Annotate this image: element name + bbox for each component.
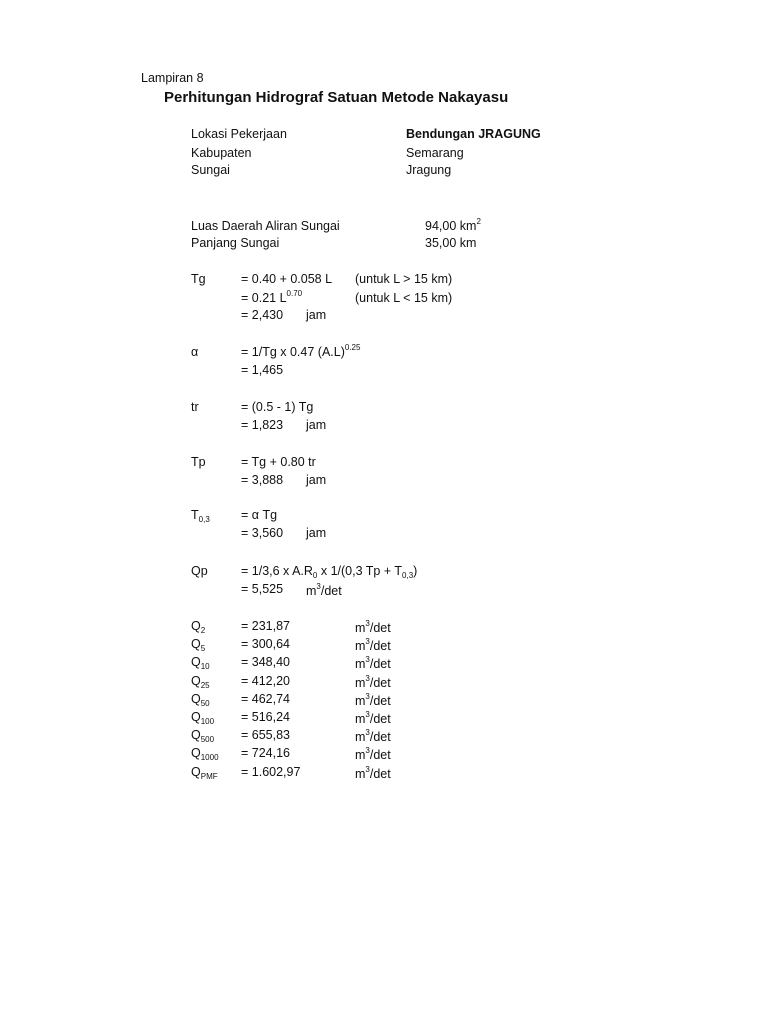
tg-condition-1: (untuk L > 15 km) [355, 272, 453, 286]
discharge-label: $Q_{50}$ [191, 692, 210, 708]
t03-result: = 3,560 [241, 526, 284, 540]
tg-equation-2: = 0.21 $L^{0.70}$ [241, 289, 303, 305]
discharge-value: = 462,74 [241, 692, 291, 706]
discharge-value: = 412,20 [241, 674, 291, 688]
appendix-label: Lampiran 8 [141, 71, 204, 85]
discharge-unit: $m^3/\det$ [355, 692, 391, 708]
alpha-label: α [191, 345, 199, 359]
discharge-value: = 724,16 [241, 746, 291, 760]
discharge-label: $Q_{100}$ [191, 710, 215, 726]
tg-condition-2: (untuk L < 15 km) [355, 291, 453, 305]
info-label-location: Lokasi Pekerjaan [191, 127, 287, 141]
river-length-value: 35,00 km [425, 236, 477, 250]
discharge-label: $Q_{PMF}$ [191, 765, 218, 781]
river-length-label: Panjang Sungai [191, 236, 280, 250]
discharge-unit: $m^3/\det$ [355, 765, 391, 781]
info-label-river: Sungai [191, 163, 230, 177]
tg-label: Tg [191, 272, 206, 286]
discharge-unit: $m^3/\det$ [355, 746, 391, 762]
qp-equation: = 1/3,6 x $A.R_0$ x 1/(0,3 $Tp + T_{0,3}$) [241, 564, 418, 580]
discharge-label: $Q_{10}$ [191, 655, 210, 671]
discharge-value: = 1.602,97 [241, 765, 301, 779]
t03-label: $T_{0,3}$ [191, 508, 210, 524]
tg-equation-1: = 0.40 + 0.058 L [241, 272, 333, 286]
area-label: Luas Daerah Aliran Sungai [191, 219, 340, 233]
alpha-result: = 1,465 [241, 363, 284, 377]
tp-label: Tp [191, 455, 206, 469]
tg-result: = 2,430 [241, 308, 284, 322]
discharge-unit: $m^3/\det$ [355, 637, 391, 653]
area-value: 94,00 $km^2$ [425, 217, 481, 233]
discharge-unit: $m^3/\det$ [355, 710, 391, 726]
discharge-unit: $m^3/\det$ [355, 674, 391, 690]
discharge-unit: $m^3/\det$ [355, 655, 391, 671]
discharge-label: $Q_{500}$ [191, 728, 215, 744]
discharge-value: = 655,83 [241, 728, 291, 742]
discharge-label: $Q_5$ [191, 637, 206, 653]
info-value-location: Bendungan JRAGUNG [406, 127, 541, 141]
discharge-label: $Q_{25}$ [191, 674, 210, 690]
qp-result: = 5,525 [241, 582, 284, 596]
tp-unit: jam [306, 473, 327, 487]
tr-label: tr [191, 400, 199, 414]
qp-label: Qp [191, 564, 208, 578]
tp-result: = 3,888 [241, 473, 284, 487]
discharge-label: $Q_2$ [191, 619, 206, 635]
discharge-unit: $m^3/\det$ [355, 728, 391, 744]
info-value-regency: Semarang [406, 146, 464, 160]
alpha-equation: = 1/Tg x 0.47 $(A.L)^{0.25}$ [241, 343, 361, 359]
info-label-regency: Kabupaten [191, 146, 252, 160]
qp-unit: $m^3/\det$ [306, 582, 342, 598]
discharge-value: = 300,64 [241, 637, 291, 651]
info-value-river: Jragung [406, 163, 452, 177]
discharge-unit: $m^3/\det$ [355, 619, 391, 635]
tg-unit: jam [306, 308, 327, 322]
discharge-value: = 516,24 [241, 710, 291, 724]
discharge-value: = 348,40 [241, 655, 291, 669]
t03-equation: = α Tg [241, 508, 278, 522]
t03-unit: jam [306, 526, 327, 540]
tr-result: = 1,823 [241, 418, 284, 432]
tr-equation: = (0.5 - 1) Tg [241, 400, 314, 414]
page-title: Perhitungan Hidrograf Satuan Metode Nakayasu [164, 89, 509, 106]
discharge-label: $Q_{1000}$ [191, 746, 219, 762]
tp-equation: = Tg + 0.80 tr [241, 455, 316, 469]
tr-unit: jam [306, 418, 327, 432]
discharge-value: = 231,87 [241, 619, 291, 633]
